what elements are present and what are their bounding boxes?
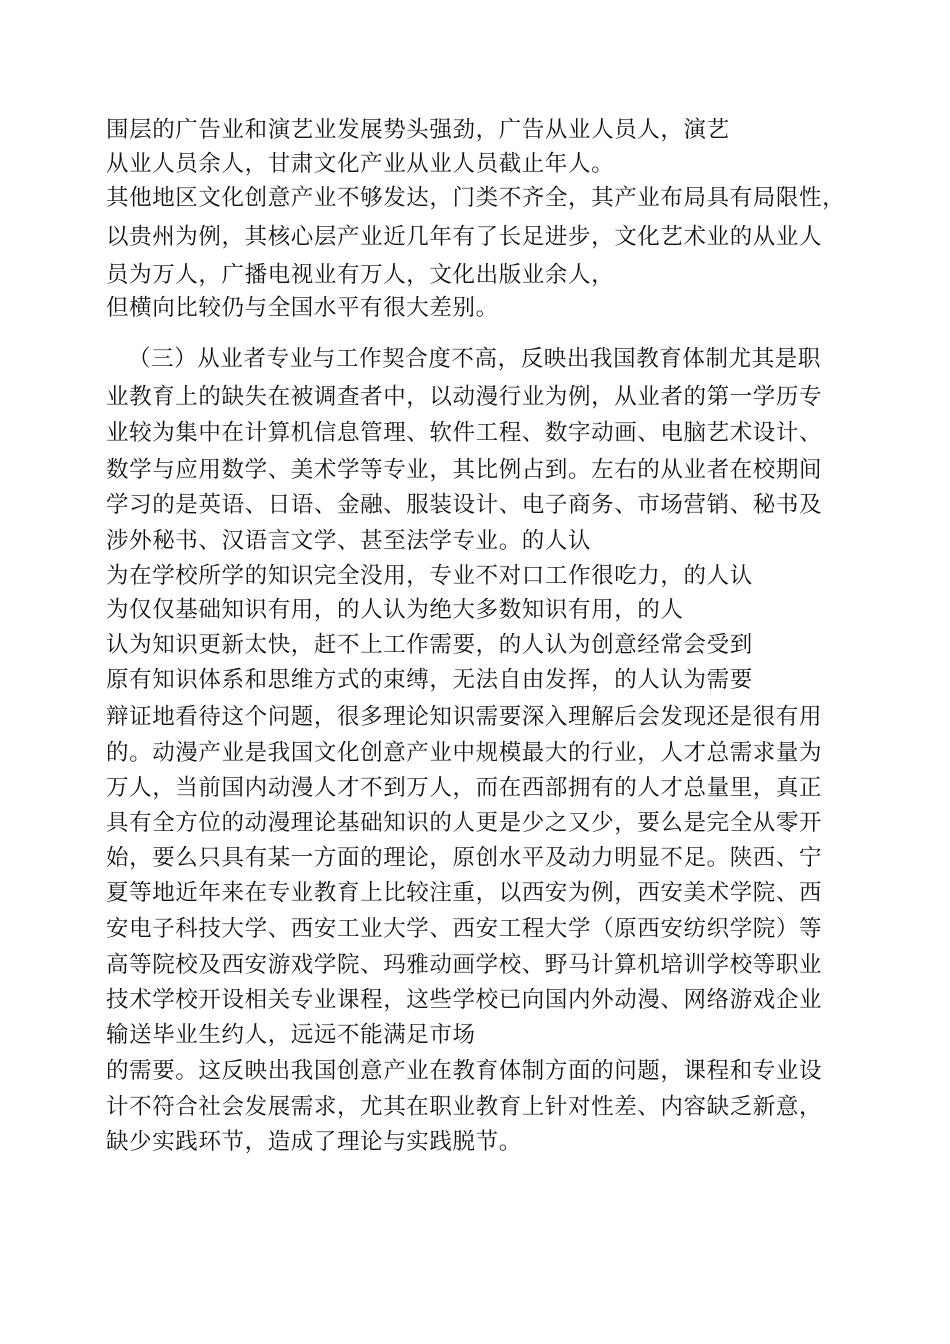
text-line: 缺少实践环节，造成了理论与实践脱节。 bbox=[106, 1129, 522, 1155]
text-line: 业教育上的缺失在被调查者中，以动漫行业为例，从业者的第一学历专 bbox=[106, 384, 823, 410]
text-line: 具有全方位的动漫理论基础知识的人更是少之又少，要么是完全从零开 bbox=[106, 810, 823, 836]
text-line: 学习的是英语、日语、金融、服装设计、电子商务、市场营销、秘书及 bbox=[106, 492, 823, 518]
text-line: 数学与应用数学、美术学等专业，其比例占到。左右的从业者在校期间 bbox=[106, 457, 823, 483]
text-line: 为仅仅基础知识有用，的人认为绝大多数知识有用，的人 bbox=[106, 597, 684, 623]
text-line: 万人，当前国内动漫人才不到万人，而在西部拥有的人才总量里，真正 bbox=[106, 775, 823, 801]
text-line: 认为知识更新太快，赶不上工作需要，的人认为创意经常会受到 bbox=[106, 632, 753, 658]
text-line: 以贵州为例，其核心层产业近几年有了长足进步，文化艺术业的从业人 bbox=[106, 224, 823, 250]
text-line: 技术学校开设相关专业课程，这些学校已向国内外动漫、网络游戏企业 bbox=[106, 987, 823, 1013]
text-line: 原有知识体系和思维方式的束缚，无法自由发挥，的人认为需要 bbox=[106, 667, 753, 693]
text-line: 的。动漫产业是我国文化创意产业中规模最大的行业，人才总需求量为 bbox=[106, 740, 823, 766]
text-line: 夏等地近年来在专业教育上比较注重，以西安为例，西安美术学院、西 bbox=[106, 880, 823, 906]
text-line: 始，要么只具有某一方面的理论，原创水平及动力明显不足。陕西、宁 bbox=[106, 845, 823, 871]
text-line: 安电子科技大学、西安工业大学、西安工程大学（原西安纺织学院）等 bbox=[106, 916, 823, 942]
text-line: 围层的广告业和演艺业发展势头强劲，广告从业人员人，演艺 bbox=[106, 117, 730, 143]
text-line: 计不符合社会发展需求，尤其在职业教育上针对性差、内容缺乏新意， bbox=[106, 1094, 823, 1120]
text-line: 输送毕业生约人，远远不能满足市场 bbox=[106, 1022, 476, 1048]
text-line: 的需要。这反映出我国创意产业在教育体制方面的问题，课程和专业设 bbox=[106, 1058, 823, 1084]
text-line: 其他地区文化创意产业不够发达，门类不齐全，其产业布局具有局限性， bbox=[106, 185, 846, 211]
text-line: 业较为集中在计算机信息管理、软件工程、数字动画、电脑艺术设计、 bbox=[106, 420, 823, 446]
text-line: 为在学校所学的知识完全没用，专业不对口工作很吃力，的人认 bbox=[106, 563, 753, 589]
section-heading-line: （三）从业者专业与工作契合度不高，反映出我国教育体制尤其是职 bbox=[128, 346, 822, 372]
text-line: 辩证地看待这个问题，很多理论知识需要深入理解后会发现还是很有用 bbox=[106, 704, 823, 730]
text-line: 涉外秘书、汉语言文学、甚至法学专业。的人认 bbox=[106, 528, 592, 554]
text-line: 从业人员余人，甘肃文化产业从业人员截止年人。 bbox=[106, 151, 615, 177]
text-line: 高等院校及西安游戏学院、玛雅动画学校、野马计算机培训学校等职业 bbox=[106, 952, 823, 978]
text-line: 员为万人，广播电视业有万人，文化出版业余人， bbox=[106, 262, 615, 288]
text-line: 但横向比较仍与全国水平有很大差别。 bbox=[106, 295, 499, 321]
